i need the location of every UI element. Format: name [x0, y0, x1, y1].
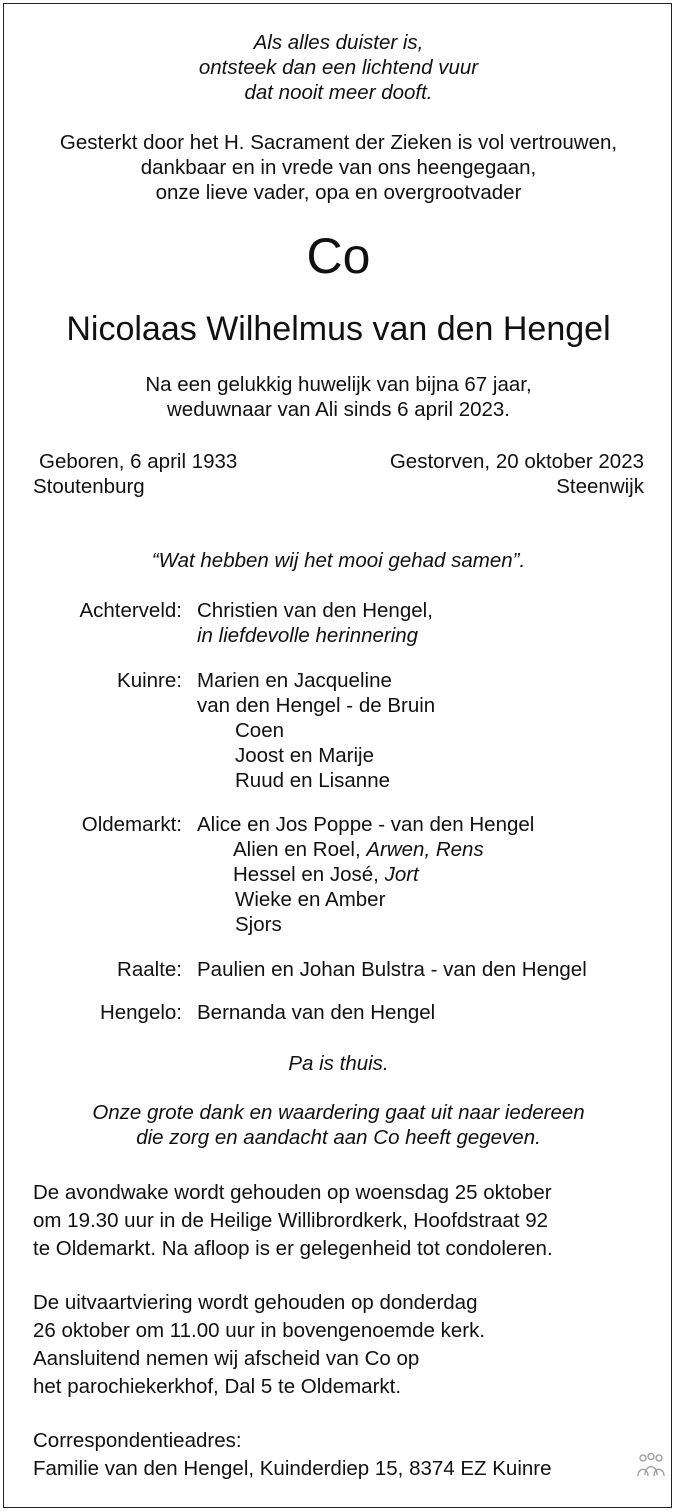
great-grandchildren: Arwen, Rens [366, 838, 484, 861]
full-name: Nicolaas Wilhelmus van den Hengel [66, 310, 611, 348]
funeral-line-3: Aansluitend nemen wij afscheid van Co op [33, 1347, 420, 1370]
birth-place: Stoutenburg [33, 475, 145, 498]
quote: “Wat hebben wij het mooi gehad samen”. [151, 549, 526, 572]
family-member: Paulien en Johan Bulstra - van den Hengel [197, 958, 587, 981]
poem-line-2: ontsteek dan een lichtend vuur [198, 56, 479, 79]
family-member: Alice en Jos Poppe - van den Hengel [197, 813, 535, 836]
funeral-line-2: 26 oktober om 11.00 uur in bovengenoemde kerk. [33, 1319, 486, 1342]
family-place-raalte: Raalte: [117, 958, 182, 981]
family-member-note: in liefdevolle herinnering [197, 624, 419, 647]
grandchild-couple: Hessel en José, [233, 863, 385, 886]
thanks-line-2: die zorg en aandacht aan Co heeft gegeven. [136, 1126, 541, 1149]
wake-line-2: om 19.30 uur in de Heilige Willibrordkerk, Hoofdstraat 92 [33, 1209, 549, 1232]
great-grandchildren: Jort [384, 863, 419, 886]
intro-line-3: onze lieve vader, opa en overgrootvader [155, 181, 522, 204]
funeral-line-1: De uitvaartviering wordt gehouden op donderdag [33, 1291, 478, 1314]
family-member: Bernanda van den Hengel [197, 1001, 436, 1024]
poem-line-3: dat nooit meer dooft. [244, 81, 433, 104]
family-member: Christien van den Hengel, [197, 599, 433, 622]
nickname: Co [306, 228, 371, 284]
grandchild-couple: Alien en Roel, [233, 838, 367, 861]
grandchild: Sjors [235, 913, 282, 936]
grandchild [233, 837, 484, 862]
grandchild: Wieke en Amber [235, 888, 386, 911]
pa-is-thuis: Pa is thuis. [288, 1052, 389, 1075]
grandchild [233, 862, 419, 887]
family-place-achterveld: Achterveld: [79, 599, 182, 622]
death-place: Steenwijk [556, 475, 644, 498]
grandchild: Coen [235, 719, 285, 742]
grandchild: Ruud en Lisanne [235, 769, 391, 792]
family-place-oldemarkt: Oldemarkt: [81, 813, 182, 836]
intro-line-2: dankbaar en in vrede van ons heengegaan, [140, 156, 537, 179]
intro-line-1: Gesterkt door het H. Sacrament der Zieken is vol vertrouwen, [59, 131, 618, 154]
correspondence-address: Familie van den Hengel, Kuinderdiep 15, 8374 EZ Kuinre [33, 1457, 552, 1480]
marriage-line-2: weduwnaar van Ali sinds 6 april 2023. [166, 398, 510, 421]
family-place-kuinre: Kuinre: [117, 669, 182, 692]
death-date: Gestorven, 20 oktober 2023 [389, 450, 644, 473]
marriage-line-1: Na een gelukkig huwelijk van bijna 67 jaar, [145, 373, 532, 396]
family-place-hengelo: Hengelo: [99, 1001, 182, 1024]
family-member: van den Hengel - de Bruin [197, 694, 436, 717]
family-member: Marien en Jacqueline [197, 669, 392, 692]
wake-line-3: te Oldemarkt. Na afloop is er gelegenheid tot condoleren. [33, 1237, 553, 1260]
people-group-icon [636, 1452, 666, 1478]
wake-line-1: De avondwake wordt gehouden op woensdag 25 oktober [33, 1181, 552, 1204]
grandchild: Joost en Marije [235, 744, 375, 767]
correspondence-label: Correspondentieadres: [33, 1429, 242, 1452]
poem-line-1: Als alles duister is, [253, 31, 424, 54]
thanks-line-1: Onze grote dank en waardering gaat uit naar iedereen [92, 1101, 585, 1124]
funeral-line-4: het parochiekerkhof, Dal 5 te Oldemarkt. [33, 1375, 402, 1398]
birth-date: Geboren, 6 april 1933 [39, 450, 238, 473]
